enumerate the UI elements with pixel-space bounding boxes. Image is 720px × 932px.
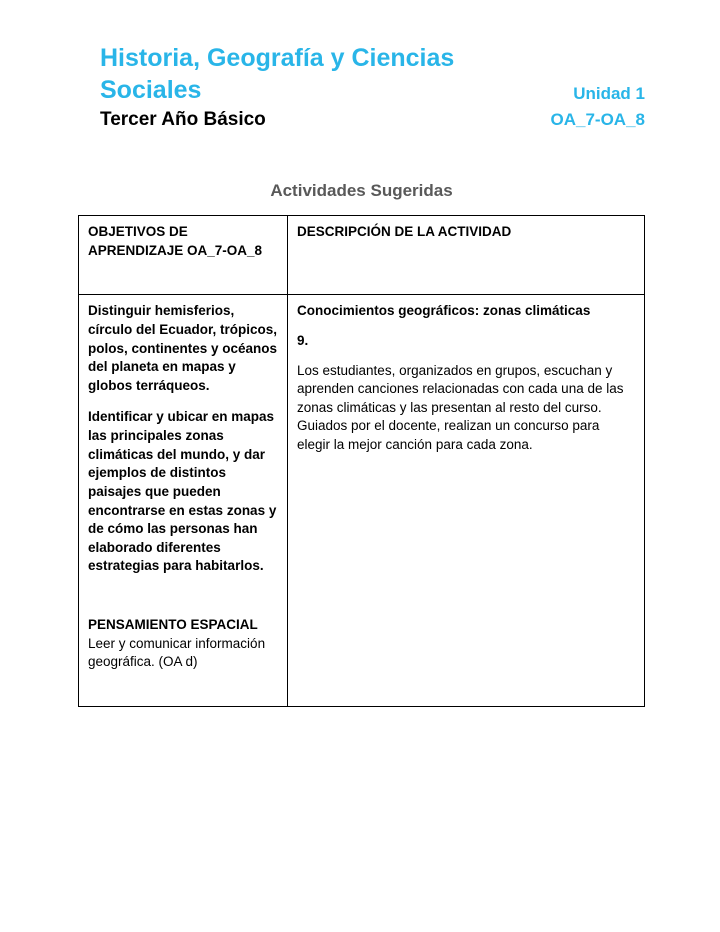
column-header-description: DESCRIPCIÓN DE LA ACTIVIDAD (288, 216, 645, 295)
grade-subtitle: Tercer Año Básico (100, 109, 266, 130)
objectives-cell (79, 295, 288, 707)
unit-label: Unidad 1 (573, 84, 645, 103)
table-header-row (79, 216, 645, 295)
activity-heading: Conocimientos geográficos: zonas climáticas (297, 303, 591, 319)
spatial-thinking-heading: PENSAMIENTO ESPACIAL (88, 617, 258, 632)
activities-table (78, 215, 645, 707)
header-subtitle-row (100, 109, 645, 131)
header-title-row (100, 42, 645, 106)
document-header (100, 42, 645, 131)
oa-code-label: OA_7-OA_8 (550, 110, 645, 129)
page-title: Historia, Geografía y Ciencias Sociales (100, 44, 455, 104)
activity-cell (288, 295, 645, 707)
column-header-objectives: OBJETIVOS DE APRENDIZAJE OA_7-OA_8 (79, 216, 288, 295)
activity-description: Los estudiantes, organizados en grupos, escuchan y aprenden canciones relacionadas con cada una de las zonas climáticas y las presentan al resto del curso. Guiados por el docente, realizan un concurso para elegir la mejor canción para cada zona. (297, 362, 624, 452)
objective-paragraph: Identificar y ubicar en mapas las principales zonas climáticas del mundo, y dar ejemplos de distintos paisajes que pueden encontrarse en estas zonas y de cómo las personas han elaborado diferentes estrategias para habitarlos. (88, 409, 277, 574)
spatial-thinking-note: Leer y comunicar información geográfica. (OA d) (88, 635, 266, 670)
table-row (79, 295, 645, 707)
section-title: Actividades Sugeridas (270, 181, 453, 200)
activity-number: 9. (297, 332, 309, 348)
objective-paragraph: Distinguir hemisferios, círculo del Ecuador, trópicos, polos, continentes y océanos del planeta en mapas y globos terráqueos. (88, 303, 278, 393)
